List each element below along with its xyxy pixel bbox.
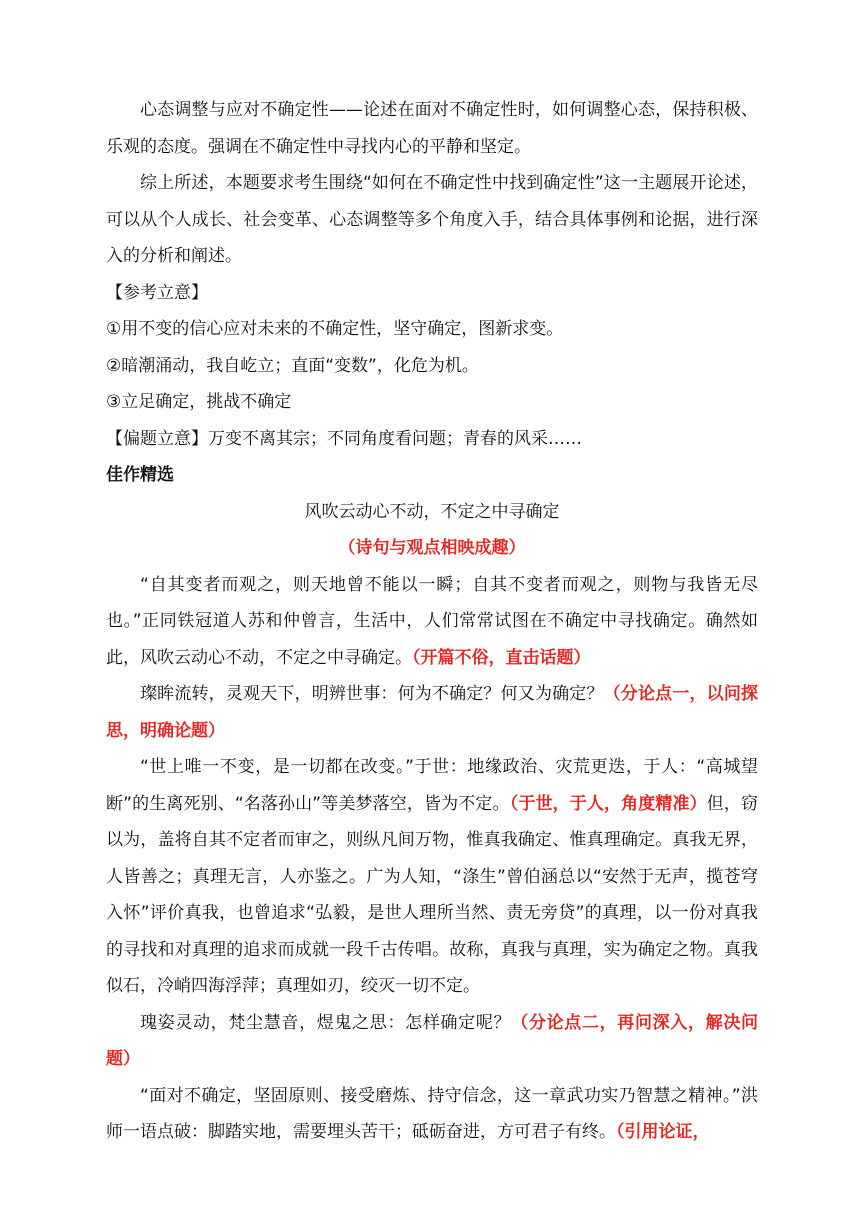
essay-paragraph-3-text-b: 但，窃以为，盖将自其不定者而审之，则纵凡间万物，惟真我确定、惟真理确定。真我无界，人皆善之；真理无言，人亦鉴之。广为人知，“涤生”曾伯涵总以“安然于无声，揽苍穹入怀”评价真我，也曾追求“弘毅，是世人理所当然、责无旁贷”的真理，以一份对真我的寻找和对真理的追求而成就一段千古传唱。故称，真我与真理，实为确定之物。真我似石，冷峭四海浮萍；真理如刃，绞灭一切不定。 <box>106 793 759 996</box>
reference-heading: 【参考立意】 <box>106 282 208 303</box>
off-topic-line <box>106 421 758 458</box>
paragraph-mindset: 心态调整与应对不确定性——论述在面对不确定性时，如何调整心态，保持积极、乐观的态度。强调在不确定性中寻找内心的平静和坚定。 <box>106 100 758 157</box>
essay-paragraph-5 <box>106 1078 758 1151</box>
essay-paragraph-2 <box>106 676 758 749</box>
essay-title: 风吹云动心不动，不定之中寻确定 <box>304 501 560 522</box>
essay-paragraph-3-text-a: “世上唯一不变，是一切都在改变。”于世：地缘政治、灾荒更迭，于人：“高城望断”的生离死别、“名落孙山”等美梦落空，皆为不定。 <box>106 757 758 814</box>
essay-paragraph-1 <box>106 567 758 677</box>
annotation-1: （开篇不俗，直击话题） <box>412 647 591 668</box>
off-topic-text: 万变不离其宗；不同角度看问题；青春的风采…… <box>208 428 582 449</box>
essay-paragraph-5-text: “面对不确定，坚固原则、接受磨炼、持守信念，这一章武功实乃智慧之精神。”洪师一语点破：脚踏实地，需要埋头苦干；砥砺奋进，方可君子有终。 <box>106 1085 758 1142</box>
section-title: 佳作精选 <box>106 465 174 485</box>
essay-paragraph-2-text: 璨眸流转，灵观天下，明辨世事：何为不确定？何又为确定？ <box>140 684 604 704</box>
essay-paragraph-4-text: 瑰姿灵动，梵尘慧音，煜鬼之思：怎样确定呢？ <box>140 1012 512 1033</box>
essay-paragraph-3 <box>106 749 758 1005</box>
reference-item-2: ②暗潮涌动，我自屹立；直面“变数”，化危为机。 <box>106 355 479 376</box>
essay-paragraph-1-text: “自其变者而观之，则天地曾不能以一瞬；自其不变者而观之，则物与我皆无尽也。”正同铁冠道人苏和仲曾言，生活中，人们常常试图在不确定中寻找确定。确然如此，风吹云动心不动，不定之中寻确定。 <box>106 574 758 668</box>
reference-item-3: ③立足确定，挑战不确定 <box>106 392 292 412</box>
annotation-3: （于世，于人，角度精准） <box>509 793 707 814</box>
essay-title-note: （诗句与观点相映成趣） <box>338 538 526 558</box>
reference-item-1: ①用不变的信心应对未来的不确定性，坚守确定，图新求变。 <box>106 319 564 339</box>
essay-paragraph-4 <box>106 1005 758 1078</box>
off-topic-heading: 【偏题立意】 <box>106 428 208 449</box>
document-body <box>106 92 758 1151</box>
paragraph-summary: 综上所述，本题要求考生围绕“如何在不确定性中找到确定性”这一主题展开论述，可以从个人成长、社会变革、心态调整等多个角度入手，结合具体事例和论据，进行深入的分析和阐述。 <box>106 173 758 266</box>
annotation-4: （分论点二，再问深入，解决问题） <box>106 1012 759 1069</box>
annotation-2: （分论点一，以问探思，明确论题） <box>106 684 759 741</box>
annotation-5: （引用论证， <box>616 1122 710 1142</box>
